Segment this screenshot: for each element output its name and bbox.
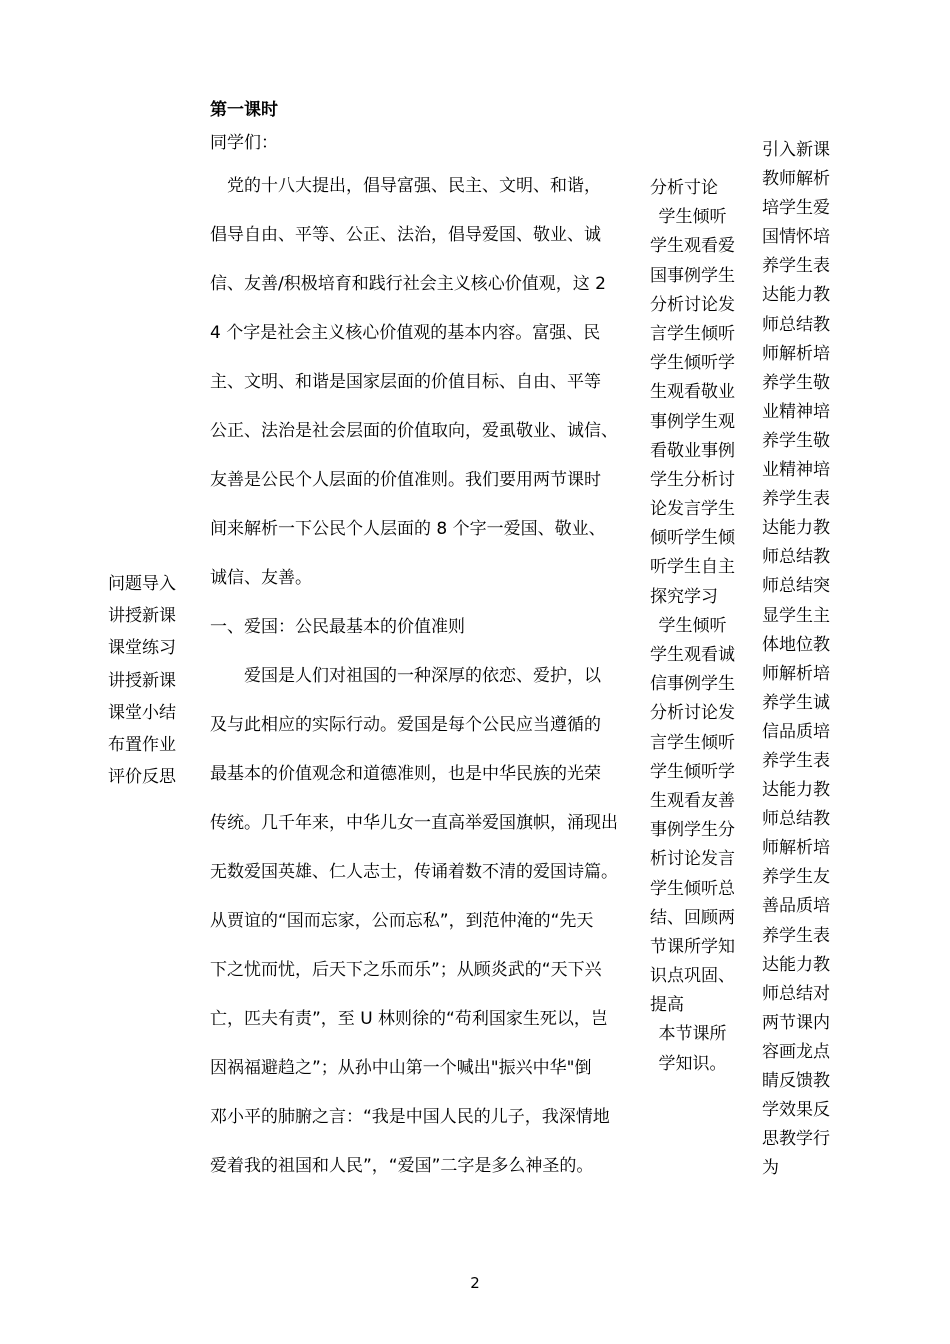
design-intent-line: 师总结教 (762, 547, 830, 568)
body-text-line: 党的十八大提出，倡导富强、民主、文明、和谐， (210, 176, 601, 196)
design-intent-line: 养学生表 (762, 256, 830, 277)
stage-label: 课堂练习 (108, 638, 176, 659)
student-activity-line: 学生倾听 (650, 207, 727, 228)
design-intent-line: 国情怀培 (762, 227, 830, 248)
design-intent-line: 师解析培 (762, 663, 830, 684)
student-activity-line: 生观看敬业 (650, 382, 735, 403)
design-intent-line: 体地位教 (762, 634, 830, 655)
body-text-line: 传统。几千年来，中华儿女一直高举爱国旗帜，涌现出 (210, 813, 618, 833)
student-activity-line: 事例学生分 (650, 820, 735, 841)
body-text-line: 4 个字是社会主义核心价值观的基本内容。富强、民 (210, 323, 601, 343)
body-text-line: 亡，匹夫有责”，至 U 林则徐的“苟利国家生死以，岂 (210, 1009, 608, 1029)
student-activity-line: 学生分析讨 (650, 469, 735, 490)
design-intent-line: 师总结教 (762, 809, 830, 830)
lesson-content-column (210, 96, 638, 1191)
student-activity-line: 探究学习 (650, 586, 718, 607)
student-activity-line: 分析寸论 (650, 178, 718, 198)
body-text-line: 及与此相应的实际行动。爱国是每个公民应当遵循的 (210, 715, 601, 735)
design-intent-line: 养学生表 (762, 925, 830, 946)
stage-label: 评价反思 (108, 767, 176, 788)
body-text-line: 友善是公民个人层面的价值准则。我们要用两节课时 (210, 470, 601, 490)
student-activity-line: 学生倾听 (650, 615, 727, 636)
design-intent-line: 显学生主 (762, 605, 830, 626)
body-text-line: 邓小平的肺腑之言：“我是中国人民的儿子，我深情地 (210, 1107, 610, 1127)
design-intent-line: 达能力教 (762, 285, 830, 306)
body-text-line: 因祸福避趋之”；从孙中山第一个喊出"振兴中华"倒 (210, 1058, 592, 1078)
design-intent-line: 师解析培 (762, 838, 830, 859)
student-activity-line: 学知识。 (650, 1053, 727, 1074)
body-text-line: 公正、法治是社会层面的价值取向，爱虱敬业、诚信、 (210, 421, 618, 441)
design-intent-line: 学效果反 (762, 1100, 830, 1121)
student-activity-line: 言学生倾听 (650, 732, 735, 753)
lesson-body (210, 162, 638, 1191)
body-text-line: 间来解析一下公民个人层面的 8 个字一爱国、敬业、 (210, 519, 606, 539)
design-intent-line: 养学生敬 (762, 430, 830, 451)
lesson-heading: 第一课时 (210, 100, 278, 120)
design-intent-line: 养学生友 (762, 867, 830, 888)
student-activity-line: 学生倾听学 (650, 761, 735, 782)
student-activity-line: 节课所学知 (650, 936, 735, 957)
stage-label: 布置作业 (108, 734, 176, 755)
design-intent-line: 养学生表 (762, 489, 830, 510)
design-intent-line: 养学生诚 (762, 692, 830, 713)
body-text-line: 主、文明、和谐是国家层面的价值目标、自由、平等 (210, 372, 601, 392)
design-intent-line: 师总结对 (762, 983, 830, 1004)
design-intent-line: 达能力教 (762, 518, 830, 539)
student-activity-line: 结、回顾两 (650, 907, 735, 928)
student-activity-line: 论发言学生 (650, 499, 735, 520)
design-intent-line: 思教学行 (762, 1129, 830, 1150)
body-text-line: 一、爱国：公民最基本的价值准则 (210, 617, 465, 637)
student-activity-line: 学生倾听总 (650, 878, 735, 899)
stage-label: 讲授新课 (108, 606, 176, 627)
design-intent-line: 睛反馈教 (762, 1071, 830, 1091)
student-activity-line: 学生观看爱 (650, 236, 735, 257)
stage-label: 讲授新课 (108, 670, 176, 691)
body-text-line: 爱着我的祖国和人民”，“爱国”二字是多么神圣的。 (210, 1156, 594, 1176)
body-text-line: 信、友善/积极培育和践行社会主义核心价值观，这 2 (210, 274, 606, 294)
page-number: 2 (470, 1274, 480, 1292)
design-intent-line: 养学生表 (762, 750, 830, 771)
design-intent-line: 达能力教 (762, 954, 830, 975)
student-activity-line: 学生观看诚 (650, 645, 735, 665)
student-activity-line: 本节课所 (650, 1024, 727, 1045)
design-intent-line: 业精神培 (762, 460, 830, 481)
student-activity-line: 分析讨论发 (650, 294, 735, 315)
student-activity-line: 看敬业事例 (650, 440, 735, 461)
design-intent-line: 业精神培 (762, 401, 830, 422)
design-intent-line: 养学生敬 (762, 372, 830, 393)
design-intent-line: 培学生爱 (762, 198, 830, 219)
student-activity-line: 国事例学生 (650, 265, 735, 286)
student-activity-line: 识点巩固、 (650, 966, 735, 987)
greeting: 同学们： (210, 133, 278, 153)
design-intent-line: 达能力教 (762, 780, 830, 801)
body-text-line: 爱国是人们对祖国的一种深厚的依恋、爱护，以 (210, 666, 601, 686)
stage-label: 课堂小结 (108, 702, 176, 723)
design-intent-line: 师解析培 (762, 343, 830, 364)
body-text-line: 最基本的价值观念和道德准则，也是中华民族的光荣 (210, 764, 601, 784)
student-activity-line: 信事例学生 (650, 674, 735, 695)
student-activity-line: 析讨论发言 (650, 849, 735, 870)
body-text-line: 诚信、友善。 (210, 568, 312, 588)
student-activity-line: 学生倾听学 (650, 353, 735, 374)
student-activity-line: 倾听学生倾 (650, 528, 735, 549)
student-activity-line: 事例学生观 (650, 411, 735, 432)
design-intent-line: 师总结突 (762, 576, 830, 597)
body-text-line: 从贾谊的“国而忘家，公而忘私”，到范仲淹的“先天 (210, 911, 594, 931)
student-activity-line: 生观看友善 (650, 790, 735, 811)
student-activity-line: 言学生倾听 (650, 323, 735, 344)
design-intent-line: 两节课内 (762, 1012, 830, 1033)
design-intent-column (762, 136, 842, 1183)
design-intent-line: 为 (762, 1158, 779, 1179)
design-intent-line: 善品质培 (762, 896, 830, 917)
body-text-line: 倡导自由、平等、公正、法治，倡导爱国、敬业、诚 (210, 225, 601, 245)
teaching-stages-column (108, 568, 188, 793)
student-activity-line: 提高 (650, 995, 684, 1016)
student-activity-line: 分析讨论发 (650, 703, 735, 724)
student-activity-line: 听学生自主 (650, 557, 735, 578)
body-text-line: 下之忧而忧，后天下之乐而乐”；从顾炎武的“天下兴 (210, 960, 602, 980)
design-intent-line: 信品质培 (762, 721, 830, 742)
stage-label: 问题导入 (108, 574, 176, 594)
design-intent-line: 师总结教 (762, 314, 830, 335)
design-intent-line: 容画龙点 (762, 1041, 830, 1062)
student-activity-column (650, 174, 750, 1079)
design-intent-line: 教师解析 (762, 169, 830, 190)
design-intent-line: 引入新课 (762, 140, 830, 160)
body-text-line: 无数爱国英雄、仁人志士，传诵着数不清的爱国诗篇。 (210, 862, 618, 882)
